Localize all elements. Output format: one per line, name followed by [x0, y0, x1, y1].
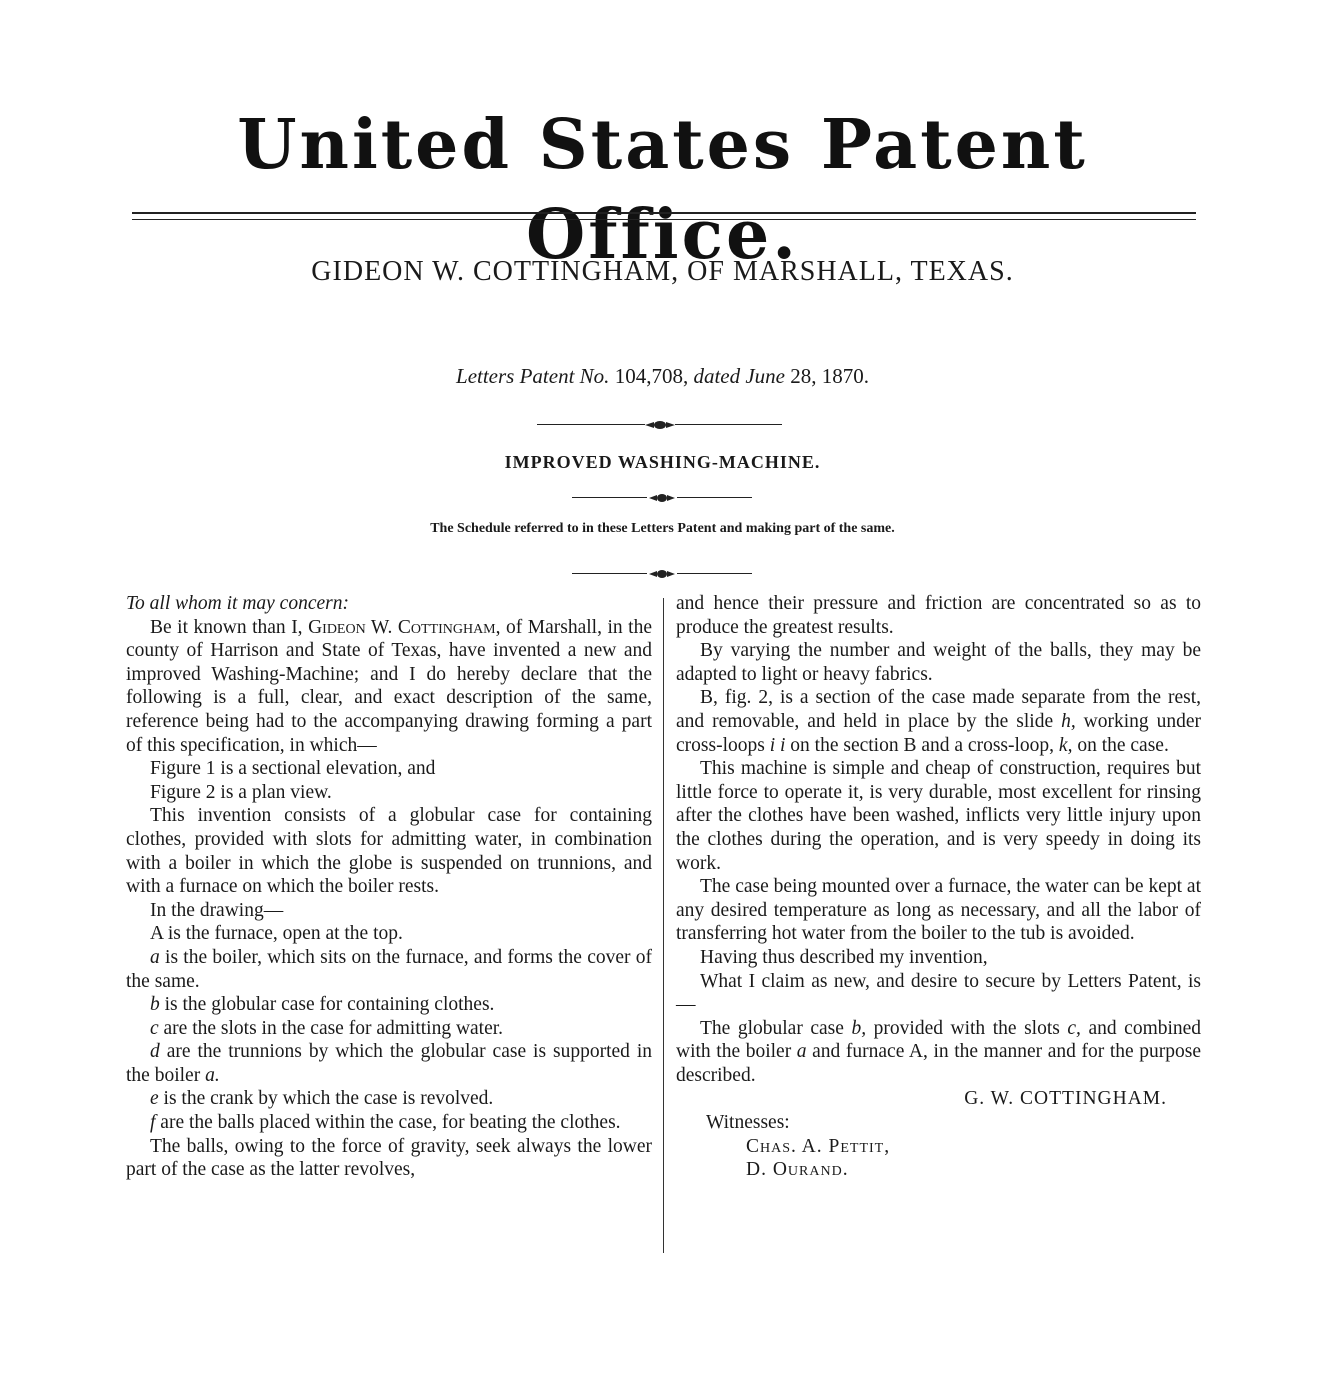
ornament-divider [572, 492, 752, 504]
patent-dated: dated June [693, 364, 785, 388]
item-case [126, 993, 652, 1017]
ref-letter: a [150, 946, 160, 968]
body-text: The globular case [700, 1017, 844, 1039]
witnesses-label: Witnesses: [706, 1112, 790, 1134]
masthead-title: United States Patent Office. [237, 105, 1088, 275]
salutation: To all whom it may concern: [126, 593, 349, 614]
ornament-divider [572, 568, 752, 580]
witness-name: Chas. A. Pettit, [746, 1135, 891, 1157]
ref-letter: b, [851, 1017, 867, 1039]
claim-paragraph [676, 1017, 1201, 1088]
item-trunnions [126, 1040, 652, 1087]
masthead-rule [132, 212, 1196, 220]
mounted-paragraph: The case being mounted over a furnace, the water can be kept at any desired temperature as long as necessary, and all the labor of transferring hot water from the boiler to the tub is avoided. [676, 876, 1201, 945]
body-text: working under cross-loops [676, 710, 1201, 756]
varying-paragraph: By varying the number and weight of the balls, they may be adapted to light or heavy fabrics. [676, 640, 1201, 685]
item-slots [126, 1017, 652, 1041]
ref-letter: b [150, 994, 160, 1016]
ornament-knot-icon [645, 419, 675, 431]
ref-letter: i i [769, 734, 786, 756]
ornament-knot-icon [647, 492, 677, 504]
continued-paragraph: and hence their pressure and friction are concentrated so as to produce the greatest results. [676, 593, 1201, 638]
item-text: are the balls placed within the case, for beating the clothes. [160, 1112, 621, 1134]
ref-letter: k, [1058, 734, 1073, 756]
ref-letter: e [150, 1088, 159, 1110]
invention-paragraph: This invention consists of a globular case for containing clothes, provided with slots for admitting water, in combination with a boiler in which the globe is suspended on trunnions, and with a furnace on which the boiler rests. [126, 805, 652, 898]
body-text: and furnace A, in the manner and for the purpose described. [676, 1041, 1202, 1086]
patent-number-line [130, 362, 1195, 390]
patent-date: 28, 1870. [790, 364, 869, 388]
ornament-knot-icon [647, 568, 677, 580]
intro-paragraph [126, 616, 652, 758]
left-column [126, 592, 652, 1182]
right-column [676, 592, 1201, 1182]
item-text: are the trunnions by which the globular case is supported in the boiler [126, 1041, 653, 1086]
item-furnace: A is the furnace, open at the top. [150, 923, 403, 945]
invention-title: IMPROVED WASHING-MACHINE. [504, 452, 821, 472]
witness-name: D. Ourand. [746, 1159, 849, 1181]
ref-letter: c, [1067, 1017, 1081, 1039]
intro-text: Be it known than I, [150, 616, 303, 638]
claim-intro: What I claim as new, and desire to secure by Letters Patent, is— [676, 970, 1201, 1016]
item-balls [126, 1111, 652, 1135]
body-text: on the section B and a cross-loop, [790, 734, 1055, 756]
item-crank [126, 1087, 652, 1111]
body-text: and combined with the boiler [676, 1017, 1202, 1063]
drawing-intro: In the drawing— [150, 899, 284, 921]
inventor-line: GIDEON W. COTTINGHAM, OF MARSHALL, TEXAS. [311, 256, 1014, 287]
figure-1-line: Figure 1 is a sectional elevation, and [150, 758, 436, 780]
simple-paragraph: This machine is simple and cheap of construction, requires but little force to operate it, is very durable, most excellent for rinsing after the clothes have been washed, inflicts very little injury upon the clothes during the operation, and is very speedy in doing its work. [676, 758, 1201, 874]
item-boiler [126, 946, 652, 993]
ref-letter: a. [205, 1064, 220, 1086]
schedule-line: The Schedule referred to in these Letters Patent and making part of the same. [430, 521, 895, 536]
body-text: provided with the slots [873, 1017, 1060, 1039]
ref-letter: c [150, 1017, 159, 1039]
ornament-divider [537, 419, 782, 431]
item-text: are the slots in the case for admitting water. [163, 1017, 504, 1039]
having-line: Having thus described my invention, [700, 946, 988, 968]
patent-number: 104,708, [614, 364, 689, 388]
item-text: is the crank by which the case is revolved. [163, 1088, 494, 1110]
ref-letter: h, [1061, 710, 1076, 732]
patent-prefix: Letters Patent No. [456, 364, 610, 388]
balls-paragraph: The balls, owing to the force of gravity, seek always the lower part of the case as the latter revolves, [126, 1135, 652, 1181]
ref-letter: f [150, 1112, 156, 1134]
column-divider [663, 598, 664, 1253]
ref-letter: d [150, 1041, 160, 1063]
body-text: on the case. [1077, 734, 1169, 756]
ref-letter: a [796, 1041, 807, 1063]
body-text: B, fig. 2, is a section of the case made separate from the rest, and removable, and held in place by the slide [676, 687, 1201, 732]
intro-text: of Marshall, in the county of Harrison and State of Texas, have invented a new and improved Washing-Machine; and I do hereby declare that the following is a full, clear, and exact description of the same, reference being had to the accompanying drawing forming a part of this specification, in which— [126, 616, 652, 756]
figure-2-line: Figure 2 is a plan view. [150, 781, 332, 803]
item-text: is the globular case for containing clothes. [164, 994, 495, 1016]
inventor-name: Gideon W. Cottingham, [308, 616, 501, 638]
item-text: is the boiler, which sits on the furnace, and forms the cover of the same. [126, 946, 653, 992]
section-b-paragraph [676, 686, 1201, 757]
inventor-signature: G. W. COTTINGHAM. [964, 1088, 1167, 1110]
